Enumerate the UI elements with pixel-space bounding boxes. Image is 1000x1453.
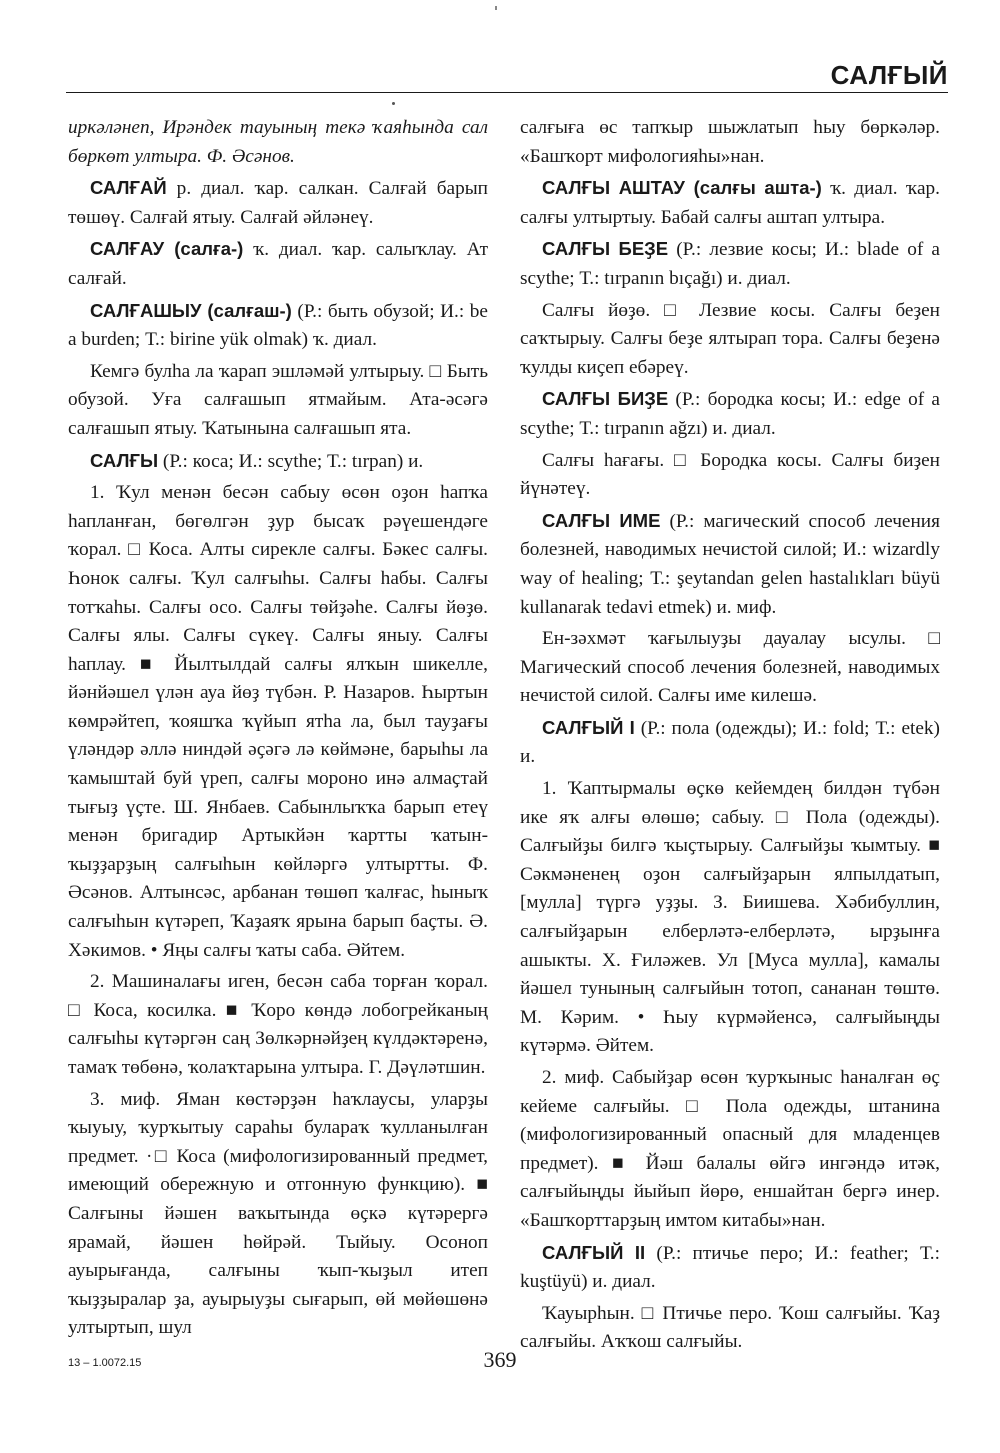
entry-body: (Р.: пола (одежды); И.: fold; Т.: etek) и. xyxy=(520,717,940,768)
entry-salgy-ime xyxy=(520,507,940,622)
headword: САЛҒАШЫУ (салғаш-) xyxy=(90,299,292,321)
left-column xyxy=(68,114,488,1346)
entry-body: (Р.: быть обузой; И.: be a burden; Т.: birine yük olmak) ҡ. диал. xyxy=(68,300,488,351)
entry-salgy-ashtau xyxy=(520,174,940,232)
scan-mark xyxy=(495,6,497,10)
entry-body: ҡ. диал. ҡар. салыҡлау. Ат салғай. xyxy=(68,239,488,289)
entry-body: (Р.: коса; И.: scythe; Т.: tırpan) и. xyxy=(158,450,424,472)
headword: САЛҒЫ АШТАУ (салғы ашта-) xyxy=(542,177,822,199)
entry-salgashyu xyxy=(68,297,488,355)
sense-3: 3. миф. Яман көстәрҙән һаҡлаусы, уларҙы ҡыуыу, ҡурҡытыу сараһы булараҡ ҡулланылған предмет. ·□ Коса (мифологизированный предмет, имеющий обережную и отгонную функцию). ■ Салғыны йәшен ваҡытында өҫкә күтәрергә ярамай, йәшен һөйрәй. Тыйыу. Осоноп ауырығанда, салғыны ҡып-ҡыҙыл итеп ҡыҙҙыралар ҙа, ауырыуҙы сығарып, өй мөйөшөнә ултыртып, шул xyxy=(68,1088,488,1339)
right-column xyxy=(520,114,940,1360)
sense-1: 1. Ҡаптырмалы өҫкө кейемдең билдән түбән ике яҡ алғы өлөшө; сабыу. □ Пола (одежды). Салғыйҙы билгә ҡыҫтырыу. Салғыйҙы ҡымтыу. ■ Сәкмәненең оҙон салғыйҙарын ялпылдатып, [мулла] түргә уҙҙы. З. Биишева. Хәбибуллин, салғыйҙарын елберләтә-елберләтә, ырҙынға ашыкты. Х. Ғиләжев. Ул [Муса мулла], камалы йәшел тунының салғыйын тотоп, сананан төштө. М. Кәрим. • Һыу күрмәйенсә, салғыйыңды күтәрмә. Әйтем. xyxy=(520,778,940,1057)
entry-definition: Салғы һағағы. □ Бородка косы. Салғы биҙен йүнәтеү. xyxy=(520,449,940,500)
entry-salgy xyxy=(68,447,488,477)
entry-definition: Ҡауырһын. □ Птичье перо. Ҡош салғыйы. Ҡаҙ салғыйы. Аҡҡош салғыйы. xyxy=(520,1302,940,1353)
entry-salgay xyxy=(68,174,488,232)
running-head: САЛҒЫЙ xyxy=(830,60,948,90)
headword: САЛҒЫ БЕҘЕ xyxy=(542,238,669,260)
entry-definition: Салғы йөҙө. □ Лезвие косы. Салғы беҙен саҡтырыу. Салғы беҙе ялтырап тора. Салғы беҙенә ҡулды киҫеп ебәреү. xyxy=(520,299,940,378)
headword: САЛҒАУ (салға-) xyxy=(90,238,244,260)
header-rule xyxy=(66,92,948,93)
entry-salgy-beze xyxy=(520,235,940,293)
entry-salgyy-1 xyxy=(520,714,940,772)
sense-2: 2. Машиналағы иген, бесән саба торған ҡорал. □ Коса, косилка. ■ Ҡоро көндә лобогрейканың салғыһы күтәргән саң Зөлкәрнәйҙең күлдәктәренә, тамаҡ төбөнә, ҡолаҡтарына ултыра. Г. Дәүләтшин. xyxy=(68,971,488,1078)
entry-definition: Кемгә булһа ла ҡарап эшләмәй ултырыу. □ Быть обузой. Уға салғашып ятмайым. Ата-әсәгә салғашып ятыу. Ҡатынына салғашып ята. xyxy=(68,360,488,439)
entry-body: р. диал. ҡар. салкан. Салғай барып төшөү. Салғай ятыу. Салғай әйләнеү. xyxy=(68,178,488,228)
entry-body: (Р.: магический способ лечения болезней, наводимых нечистой силой; И.: wizardly way of healing; Т.: şeytandan gelen hastalıkları büyü kullanarak tedavi etmek) и. миф. xyxy=(520,510,940,618)
entry-body: ҡ. диал. ҡар. салғы ултыртыу. Бабай салғы аштап ултыра. xyxy=(520,178,940,228)
printer-signature: 13 – 1.0072.15 xyxy=(68,1357,142,1369)
entry-salgy-bize xyxy=(520,385,940,443)
headword: САЛҒЫ xyxy=(90,449,159,471)
entry-continuation: салғыға өс тапҡыр шыжлатып һыу бөркәләр. «Башҡорт мифологияһы»нан. xyxy=(520,117,940,167)
sense-2: 2. миф. Сабыйҙар өсөн ҡурҡыныс һаналған өҫ кейеме салғыйы. □ Пола одежды, штанина (мифологизированный опасный для младенцев предмет). ■ Йәш балалы өйгә ингәндә итәк, салғыйыңды йыйып йөрө, еншайтан бергә инер. «Башҡорттарҙың имтом китабы»нан. xyxy=(520,1067,940,1231)
entry-body: (Р.: бородка косы; И.: edge of a scythe; Т.: tırpanın ağzı) и. диал. xyxy=(520,389,940,439)
headword: САЛҒЫ БИҘЕ xyxy=(542,388,669,410)
entry-salgau xyxy=(68,235,488,293)
headword: САЛҒЫ ИМЕ xyxy=(542,509,661,531)
headword: САЛҒАЙ xyxy=(90,177,167,199)
page-number: 369 xyxy=(483,1347,517,1372)
entry-definition: Ен-зәхмәт ҡағылыуҙы дауалау ысулы. □ Магический способ лечения болезней, наводимых нечистой силой. Салғы име килешә. xyxy=(520,628,940,707)
headword: САЛҒЫЙ I xyxy=(542,716,635,738)
entry-body: (Р.: лезвие косы; И.: blade of a scythe; Т.: tırpanın bıçağı) и. диал. xyxy=(520,239,940,289)
headword: САЛҒЫЙ II xyxy=(542,1241,646,1263)
entry-body: (Р.: птичье перо; И.: feather; Т.: kuştüyü) и. диал. xyxy=(520,1242,940,1293)
sense-1: 1. Ҡул менән бесән сабыу өсөн оҙон һапҡа һапланған, бөгөлгән ҙур бысаҡ рәүешендәге ҡорал. □ Коса. Алты сирекле салғы. Бәкес салғы. Һонок салғы. Ҡул салғыһы. Салғы һабы. Салғы тотҡаһы. Салғы осо. Салғы төйҙәһе. Салғы йөҙө. Салғы ялы. Салғы сүкеү. Салғы яныу. Салғы һаплау. ■ Йылтылдай салғы ялҡын шикелле, йәнйәшел үлән ауа йөҙ түбән. Р. Назаров. Һыртын көмрәйтеп, ҡояшҡа ҡүйып ятһа ла, был тауҙағы үләндәр әллә ниндәй әҫәгә лә көймәне, барыһы ла ҡамыштай буй үреп, салғы мороно инә алмаҫтай тығыҙ үҫте. Ш. Янбаев. Сабынлыҡҡа барып етеү менән бригадир Артыкйән ҡартты ҡатын-ҡыҙҙарҙың салғыһын көйләргә ултыртты. Ф. Әсәнов. Алтынсәс, арбанан төшөп ҡалғас, һыныҡ салғыһын күтәреп, Ҡаҙаяҡ ярына барып баҫты. Ә. Хәкимов. • Яңы салғы ҡаты саба. Әйтем. xyxy=(68,482,488,961)
entry-salgyy-2 xyxy=(520,1239,940,1297)
entry-continuation: иркәләнеп, Ирәндек тауының текә ҡаяһында сал бөркөт ултыра. Ф. Әсәнов. xyxy=(68,117,488,167)
scan-dot xyxy=(392,102,395,105)
